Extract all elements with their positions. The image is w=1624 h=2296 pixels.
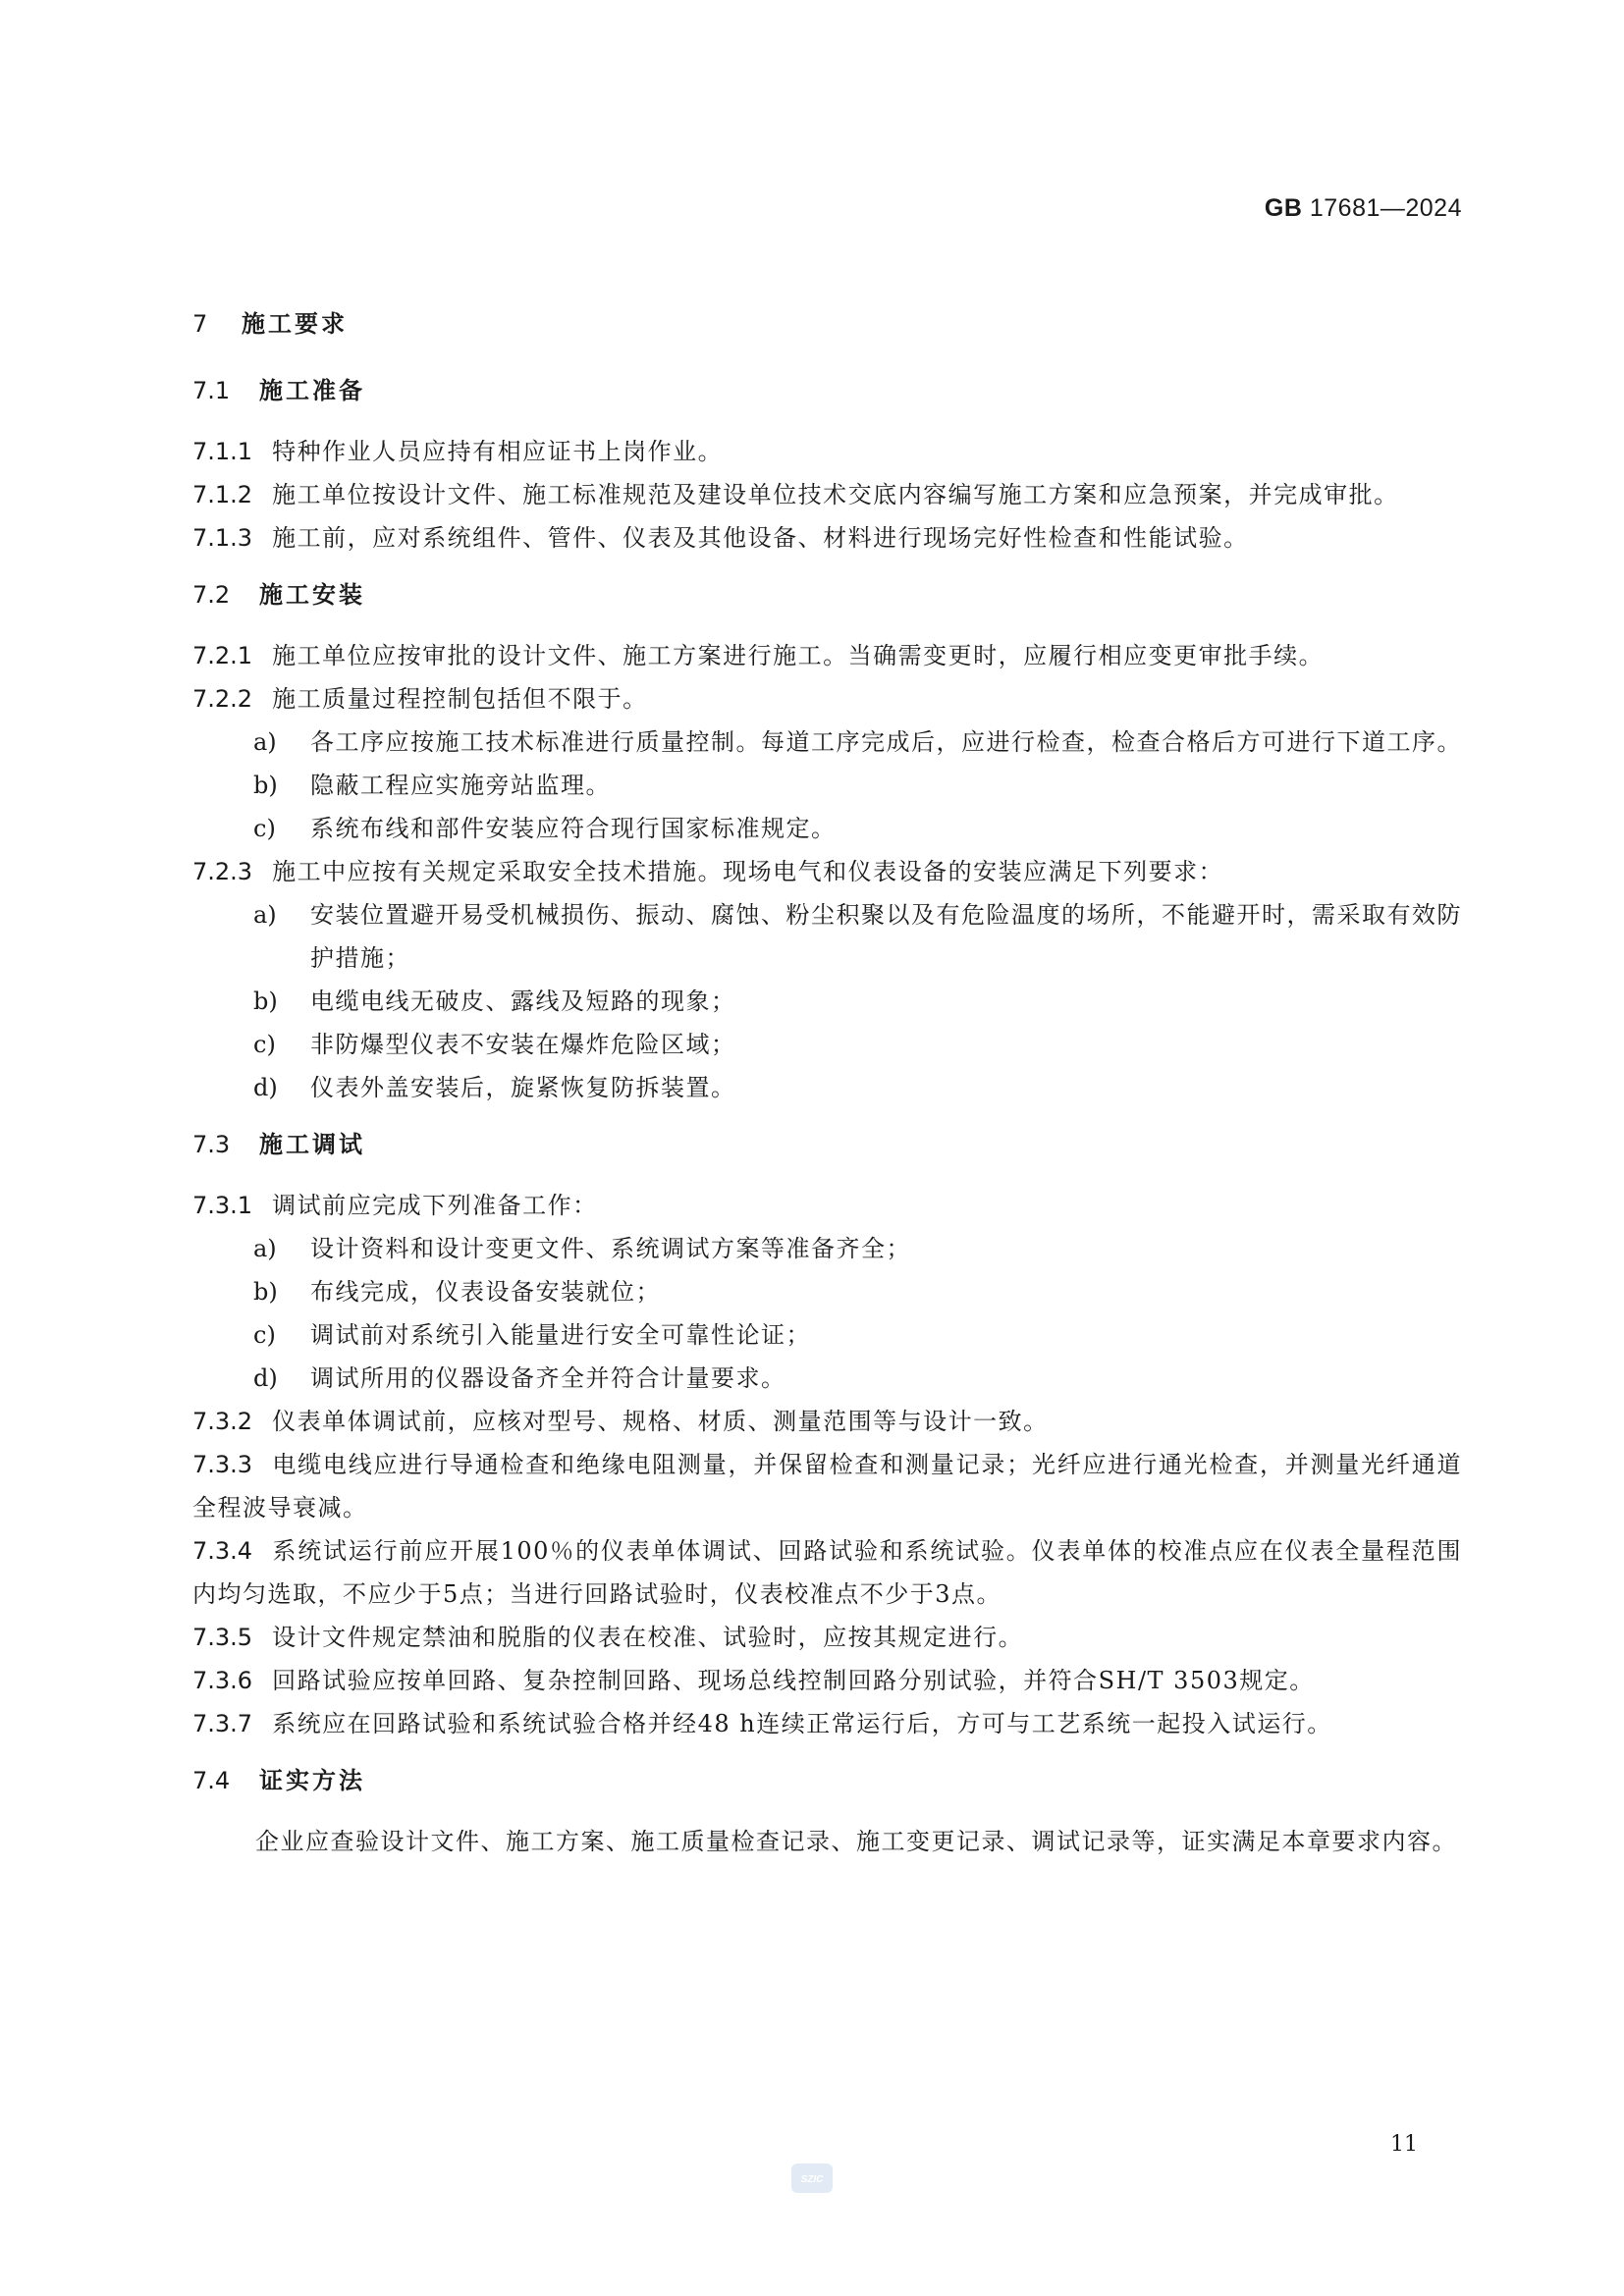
subsection-heading-7-4: [192, 1761, 1462, 1800]
subsection-number: 7.1: [192, 377, 231, 404]
clause-number: 7.1.2: [192, 481, 253, 508]
list-item-text: 各工序应按施工技术标准进行质量控制。每道工序完成后，应进行检查，检查合格后方可进行下道工序。: [310, 728, 1462, 756]
list-item-label: b): [253, 988, 278, 1015]
list-item: [192, 1023, 1462, 1066]
list-item: [192, 1227, 1462, 1270]
list-item-text: 安装位置避开易受机械损伤、振动、腐蚀、粉尘积聚以及有危险温度的场所，不能避开时，需采取有效防护措施；: [310, 901, 1462, 972]
list-item-text: 非防爆型仪表不安装在爆炸危险区域；: [310, 1031, 736, 1058]
subsection-number: 7.2: [192, 581, 231, 609]
list-item-text: 系统布线和部件安装应符合现行国家标准规定。: [310, 815, 837, 842]
clause-7-1-1: [192, 430, 1462, 473]
list-item: [192, 807, 1462, 850]
section-title: 施工要求: [242, 310, 348, 338]
list-item-label: c): [253, 815, 276, 842]
clause-7-1-3: [192, 516, 1462, 560]
subsection-title: 施工准备: [259, 377, 365, 404]
list-item: [192, 893, 1462, 980]
clause-text: 施工质量过程控制包括但不限于。: [272, 685, 648, 713]
clause-text: 设计文件规定禁油和脱脂的仪表在校准、试验时，应按其规定进行。: [272, 1624, 1024, 1651]
subsection-heading-7-1: [192, 371, 1462, 410]
clause-number: 7.3.6: [192, 1667, 253, 1694]
clause-number: 7.3.2: [192, 1408, 253, 1435]
standard-code: [1265, 194, 1462, 223]
clause-text: 特种作业人员应持有相应证书上岗作业。: [272, 438, 724, 465]
clause-text: 回路试验应按单回路、复杂控制回路、现场总线控制回路分别试验，并符合SH/T 3503规定。: [272, 1667, 1315, 1694]
watermark-text: SZIC: [800, 2174, 824, 2185]
clause-number: 7.3.1: [192, 1192, 253, 1219]
clause-7-2-2: [192, 677, 1462, 721]
clause-text: 仪表单体调试前，应核对型号、规格、材质、测量范围等与设计一致。: [272, 1408, 1049, 1435]
list-item: [192, 1313, 1462, 1357]
clause-text: 施工单位按设计文件、施工标准规范及建设单位技术交底内容编写施工方案和应急预案，并完成审批。: [272, 481, 1399, 508]
clause-7-2-3: [192, 850, 1462, 893]
clause-text: 施工前，应对系统组件、管件、仪表及其他设备、材料进行现场完好性检查和性能试验。: [272, 524, 1249, 552]
clause-number: 7.1.1: [192, 438, 253, 465]
watermark-logo: [791, 2163, 833, 2193]
list-item-text: 调试所用的仪器设备齐全并符合计量要求。: [310, 1364, 786, 1392]
clause-7-3-4: [192, 1529, 1462, 1616]
list-item: [192, 980, 1462, 1023]
subsection-title: 施工安装: [259, 581, 365, 609]
clause-text: 施工中应按有关规定采取安全技术措施。现场电气和仪表设备的安装应满足下列要求：: [272, 858, 1224, 885]
list-item-text: 调试前对系统引入能量进行安全可靠性论证；: [310, 1321, 811, 1349]
list-item-label: a): [253, 728, 277, 756]
list-item: [192, 1066, 1462, 1109]
list-item-text: 仪表外盖安装后，旋紧恢复防拆装置。: [310, 1074, 736, 1101]
list-item-label: a): [253, 901, 277, 929]
document-body: [192, 304, 1462, 1863]
list-item-text: 电缆电线无破皮、露线及短路的现象；: [310, 988, 736, 1015]
list-item: [192, 721, 1462, 764]
watermark-logo-icon: [795, 2169, 829, 2187]
section-number: 7: [192, 310, 208, 338]
clause-7-3-3: [192, 1443, 1462, 1529]
clause-text: 调试前应完成下列准备工作：: [272, 1192, 598, 1219]
paragraph: 企业应查验设计文件、施工方案、施工质量检查记录、施工变更记录、调试记录等，证实满足本章要求内容。: [255, 1828, 1457, 1855]
clause-text: 系统试运行前应开展100％的仪表单体调试、回路试验和系统试验。仪表单体的校准点应在仪表全量程范围内均匀选取，不应少于5点；当进行回路试验时，仪表校准点不少于3点。: [192, 1537, 1462, 1608]
clause-number: 7.2.2: [192, 685, 253, 713]
list-item-label: d): [253, 1364, 278, 1392]
clause-number: 7.2.3: [192, 858, 253, 885]
clause-7-3-5: [192, 1616, 1462, 1659]
list-item-label: b): [253, 772, 278, 799]
standard-code-number: 17681—2024: [1309, 194, 1462, 222]
subsection-number: 7.3: [192, 1131, 231, 1158]
subsection-number: 7.4: [192, 1767, 231, 1794]
clause-number: 7.3.3: [192, 1451, 253, 1478]
list-item: [192, 1270, 1462, 1313]
subsection-heading-7-2: [192, 575, 1462, 614]
clause-7-3-1: [192, 1184, 1462, 1227]
list-item-text: 设计资料和设计变更文件、系统调试方案等准备齐全；: [310, 1235, 911, 1262]
list-item-label: c): [253, 1031, 276, 1058]
clause-number: 7.2.1: [192, 642, 253, 669]
clause-7-2-1: [192, 634, 1462, 677]
clause-number: 7.1.3: [192, 524, 253, 552]
clause-number: 7.3.7: [192, 1710, 253, 1737]
subsection-title: 证实方法: [259, 1767, 365, 1794]
subsection-title: 施工调试: [259, 1131, 365, 1158]
section-heading: [192, 304, 1462, 344]
list-item: [192, 1357, 1462, 1400]
clause-number: 7.3.4: [192, 1537, 253, 1565]
list-item: [192, 764, 1462, 807]
list-item-label: c): [253, 1321, 276, 1349]
clause-7-1-2: [192, 473, 1462, 516]
clause-7-3-2: [192, 1400, 1462, 1443]
list-item-label: b): [253, 1278, 278, 1306]
list-item-label: d): [253, 1074, 278, 1101]
list-item-label: a): [253, 1235, 277, 1262]
clause-7-3-6: [192, 1659, 1462, 1702]
clause-text: 电缆电线应进行导通检查和绝缘电阻测量，并保留检查和测量记录；光纤应进行通光检查，并测量光纤通道全程波导衰减。: [192, 1451, 1462, 1522]
standard-code-prefix: GB: [1264, 194, 1303, 222]
clause-7-3-7: [192, 1702, 1462, 1745]
list-item-text: 布线完成，仪表设备安装就位；: [310, 1278, 661, 1306]
page-number: 11: [1390, 2132, 1418, 2157]
clause-number: 7.3.5: [192, 1624, 253, 1651]
clause-text: 系统应在回路试验和系统试验合格并经48 h连续正常运行后，方可与工艺系统一起投入试运行。: [272, 1710, 1332, 1737]
list-item-text: 隐蔽工程应实施旁站监理。: [310, 772, 611, 799]
clause-text: 施工单位应按审批的设计文件、施工方案进行施工。当确需变更时，应履行相应变更审批手续。: [272, 642, 1325, 669]
subsection-heading-7-3: [192, 1125, 1462, 1164]
